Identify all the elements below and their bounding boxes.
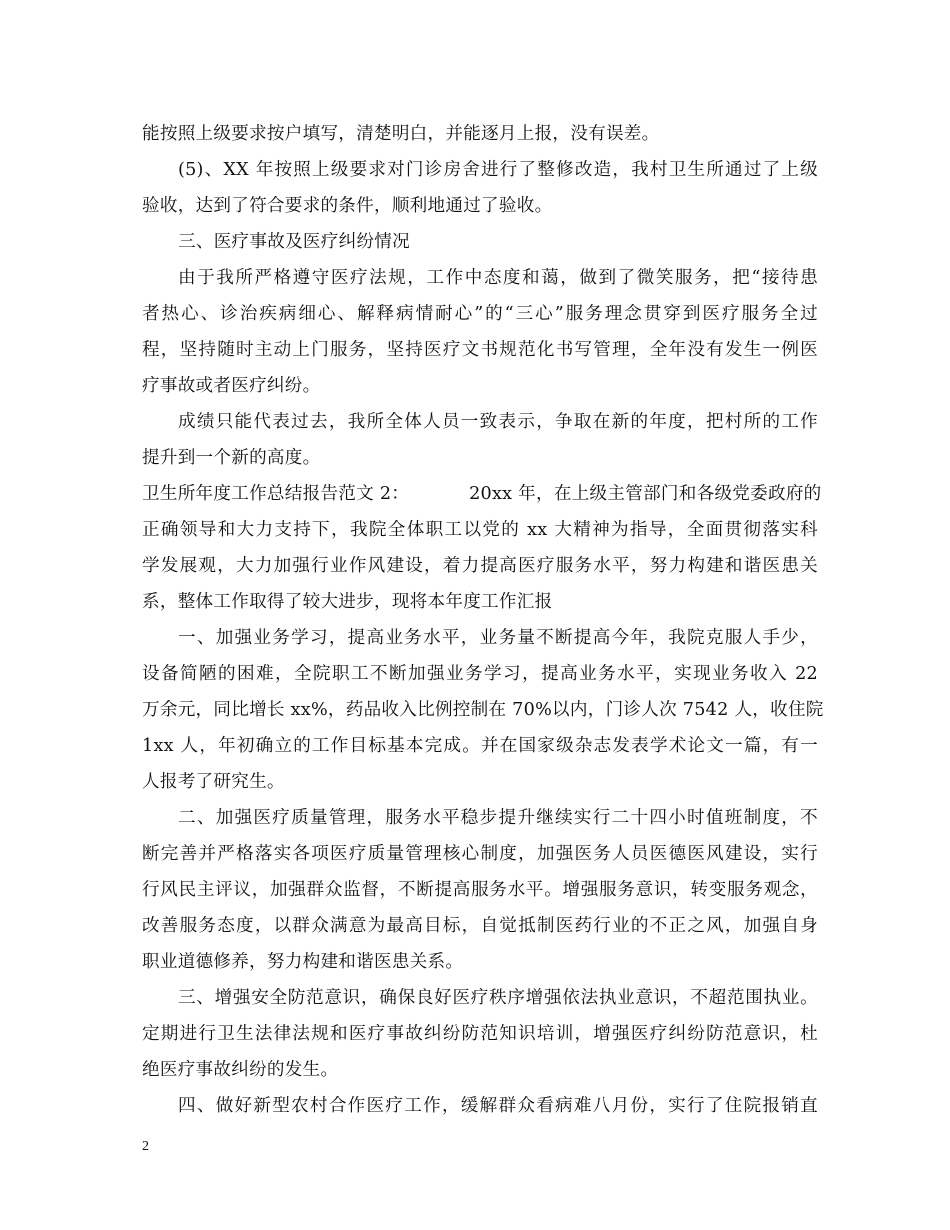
- text-line: (5)、XX 年按照上级要求对门诊房舍进行了整修改造，我村卫生所通过了上级: [178, 160, 818, 180]
- text-line: 二、加强医疗质量管理，服务水平稳步提升继续实行二十四小时值班制度，不: [178, 808, 818, 828]
- text-line: 者热心、诊治疾病细心、解释病情耐心”的“三心”服务理念贯穿到医疗服务全过: [142, 304, 818, 324]
- text-line: 程，坚持随时主动上门服务，坚持医疗文书规范化书写管理，全年没有发生一例医: [142, 340, 818, 360]
- article-heading-text: 20xx 年，在上级主管部门和各级党委政府的: [469, 484, 822, 504]
- text-line: 1xx 人，年初确立的工作目标基本完成。并在国家级杂志发表学术论文一篇，有一: [142, 736, 818, 756]
- article-heading-label: 卫生所年度工作总结报告范文 2：: [142, 484, 410, 504]
- text-line: 正确领导和大力支持下，我院全体职工以党的 xx 大精神为指导，全面贯彻落实科: [142, 520, 818, 540]
- text-line: 断完善并严格落实各项医疗质量管理核心制度，加强医务人员医德医风建设，实行: [142, 844, 818, 864]
- text-line: 系，整体工作取得了较大进步，现将本年度工作汇报: [142, 592, 553, 612]
- text-line: 定期进行卫生法律法规和医疗事故纠纷防范知识培训，增强医疗纠纷防范意识，杜: [142, 1024, 818, 1044]
- text-line: 万余元，同比增长 xx%，药品收入比例控制在 70%以内，门诊人次 7542 人，收住院: [142, 700, 824, 720]
- text-line: 设备简陋的困难，全院职工不断加强业务学习，提高业务水平，实现业务收入 22: [142, 664, 818, 684]
- text-line: 由于我所严格遵守医疗法规，工作中态度和蔼，做到了微笑服务，把“接待患: [178, 268, 818, 288]
- text-line: 人报考了研究生。: [142, 772, 285, 792]
- text-line: 学发展观，大力加强行业作风建设，着力提高医疗服务水平，努力构建和谐医患关: [142, 556, 818, 576]
- text-line: 疗事故或者医疗纠纷。: [142, 376, 321, 396]
- text-line: 成绩只能代表过去，我所全体人员一致表示，争取在新的年度，把村所的工作: [178, 412, 818, 432]
- section-heading: 三、医疗事故及医疗纠纷情况: [178, 232, 410, 252]
- text-line: 绝医疗事故纠纷的发生。: [142, 1060, 339, 1080]
- text-line: 提升到一个新的高度。: [142, 448, 321, 468]
- text-line: 能按照上级要求按户填写，清楚明白，并能逐月上报，没有误差。: [142, 124, 660, 144]
- text-line: 行风民主评议，加强群众监督，不断提高服务水平。增强服务意识，转变服务观念，: [142, 880, 818, 900]
- text-line: 验收，达到了符合要求的条件，顺利地通过了验收。: [142, 196, 553, 216]
- text-line: 三、增强安全防范意识，确保良好医疗秩序增强依法执业意识，不超范围执业。: [178, 988, 818, 1008]
- text-line: 四、做好新型农村合作医疗工作，缓解群众看病难八月份，实行了住院报销直: [178, 1096, 818, 1116]
- text-line: 改善服务态度，以群众满意为最高目标，自觉抵制医药行业的不正之风，加强自身: [142, 916, 818, 936]
- page-number: 2: [142, 1139, 149, 1154]
- article-heading-line: [142, 476, 822, 512]
- document-body: [142, 116, 824, 1124]
- text-line: 一、加强业务学习，提高业务水平，业务量不断提高今年，我院克服人手少，: [178, 628, 818, 648]
- text-line: 职业道德修养，努力构建和谐医患关系。: [142, 952, 464, 972]
